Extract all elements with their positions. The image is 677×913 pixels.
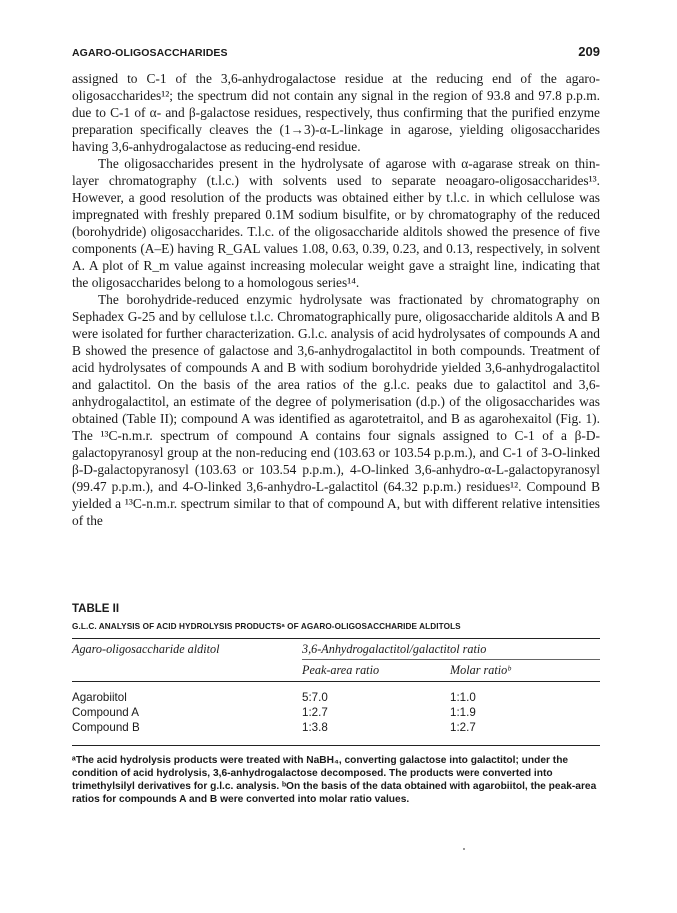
- column-group-header: 3,6-Anhydrogalactitol/galactitol ratio: [302, 641, 487, 656]
- table-caption: G.L.C. ANALYSIS OF ACID HYDROLYSIS PRODUCTSᵃ OF AGARO-OLIGOSACCHARIDE ALDITOLS: [72, 622, 461, 631]
- row-molar-ratio: 1:1.9: [450, 706, 476, 719]
- table-row: [72, 721, 600, 736]
- table-row: [72, 691, 600, 706]
- row-peak-ratio: 1:3.8: [302, 721, 328, 734]
- body-text: [72, 70, 600, 529]
- table-bottom-rule: [72, 745, 600, 746]
- table-ii: [72, 603, 600, 816]
- row-name: Compound A: [72, 706, 140, 719]
- table-row: [72, 706, 600, 721]
- row-molar-ratio: 1:1.0: [450, 691, 476, 704]
- row-peak-ratio: 1:2.7: [302, 706, 328, 719]
- paragraph-3: The borohydride-reduced enzymic hydrolysate was fractionated by chromatography on Sephadex G-25 and by cellulose t.l.c. Chromatographically pure, oligosaccharide alditols A and B were isolated for further characterization. G.l.c. analysis of acid hydrolysates of compounds A and B showed the presence of galactose and 3,6-anhydrogalactitol in both compounds. Treatment of acid hydrolysates of compounds A and B with sodium borohydride yielded 3,6-anhydrogalactitol and galactitol. On the basis of the area ratios of the g.l.c. peaks due to galactitol and 3,6-anhydrogalactitol, an estimate of the degree of polymerisation (d.p.) of the oligosaccharides was obtained (Table II); compound A was identified as agarotetraitol, and B as agarohexaitol (Fig. 1). The ¹³C-n.m.r. spectrum of compound A contains four signals assigned to C-1 of a β-D-galactopyranosyl group at the non-reducing end (103.63 or 103.54 p.p.m.), and C-1 of 3-O-linked β-D-galactopyranosyl (103.63 or 103.54 p.p.m.), 4-O-linked 3,6-anhydro-α-L-galactopyranosyl (99.47 p.p.m.), and 4-O-linked 3,6-anhydro-L-galactitol (64.32 p.p.m.) residues¹². Compound B yielded a ¹³C-n.m.r. spectrum similar to that of compound A, but with different relative intensities of the: [72, 292, 600, 528]
- running-head: AGARO-OLIGOSACCHARIDES: [72, 47, 228, 59]
- table-label: TABLE II: [72, 603, 120, 615]
- row-name: Compound B: [72, 721, 140, 734]
- row-molar-ratio: 1:2.7: [450, 721, 476, 734]
- paragraph-1: assigned to C-1 of the 3,6-anhydrogalactose residue at the reducing end of the agaro-oligosaccharides¹²; the spectrum did not contain any signal in the region of 93.8 and 97.8 p.p.m. due to C-1 of α- and β-galactose residues, respectively, thus confirming that the purified enzyme preparation specifically cleaves the (1→3)-α-L-linkage in agarose, yielding oligosaccharides having 3,6-anhydrogalactose as reducing-end residue.: [72, 71, 600, 154]
- table-header-row: [72, 639, 600, 659]
- table-footnote: ᵃThe acid hydrolysis products were treated with NaBH₄, converting galactose into galactitol; under the condition of acid hydrolysis, 3,6-anhydrogalactose decomposed. The products were converted into trimethylsilyl derivatives for g.l.c. analysis. ᵇOn the basis of the data obtained with agarobiitol, the peak-area ratios for compounds A and B were converted into molar ratio values.: [72, 755, 597, 805]
- column-header-molar: Molar ratioᵇ: [450, 663, 511, 677]
- column-header-alditol: Agaro-oligosaccharide alditol: [72, 641, 220, 656]
- scan-speck: [463, 848, 465, 850]
- row-peak-ratio: 5:7.0: [302, 691, 328, 704]
- page-number: 209: [578, 44, 600, 59]
- column-header-peak-area: Peak-area ratio: [302, 663, 380, 677]
- paragraph-2: The oligosaccharides present in the hydrolysate of agarose with α-agarase streak on thin-layer chromatography (t.l.c.) with solvents used to separate neoagaro-oligosaccharides¹³. However, a good resolution of the products was obtained either by t.l.c. in which cellulose was impregnated with freshly prepared 0.1M sodium bisulfite, or by chromatography of the reduced (borohydride) oligosaccharides. T.l.c. of the oligosaccharide alditols showed the presence of five components (A–E) having R_GAL values 1.08, 0.63, 0.39, 0.23, and 0.13, respectively, in solvent A. A plot of R_m value against increasing molecular weight gave a straight line, indicating that the oligosaccharides belong to a homologous series¹⁴.: [72, 156, 600, 290]
- table-subheader-row: [72, 660, 600, 681]
- row-name: Agarobiitol: [72, 691, 127, 704]
- page-header: [72, 44, 600, 62]
